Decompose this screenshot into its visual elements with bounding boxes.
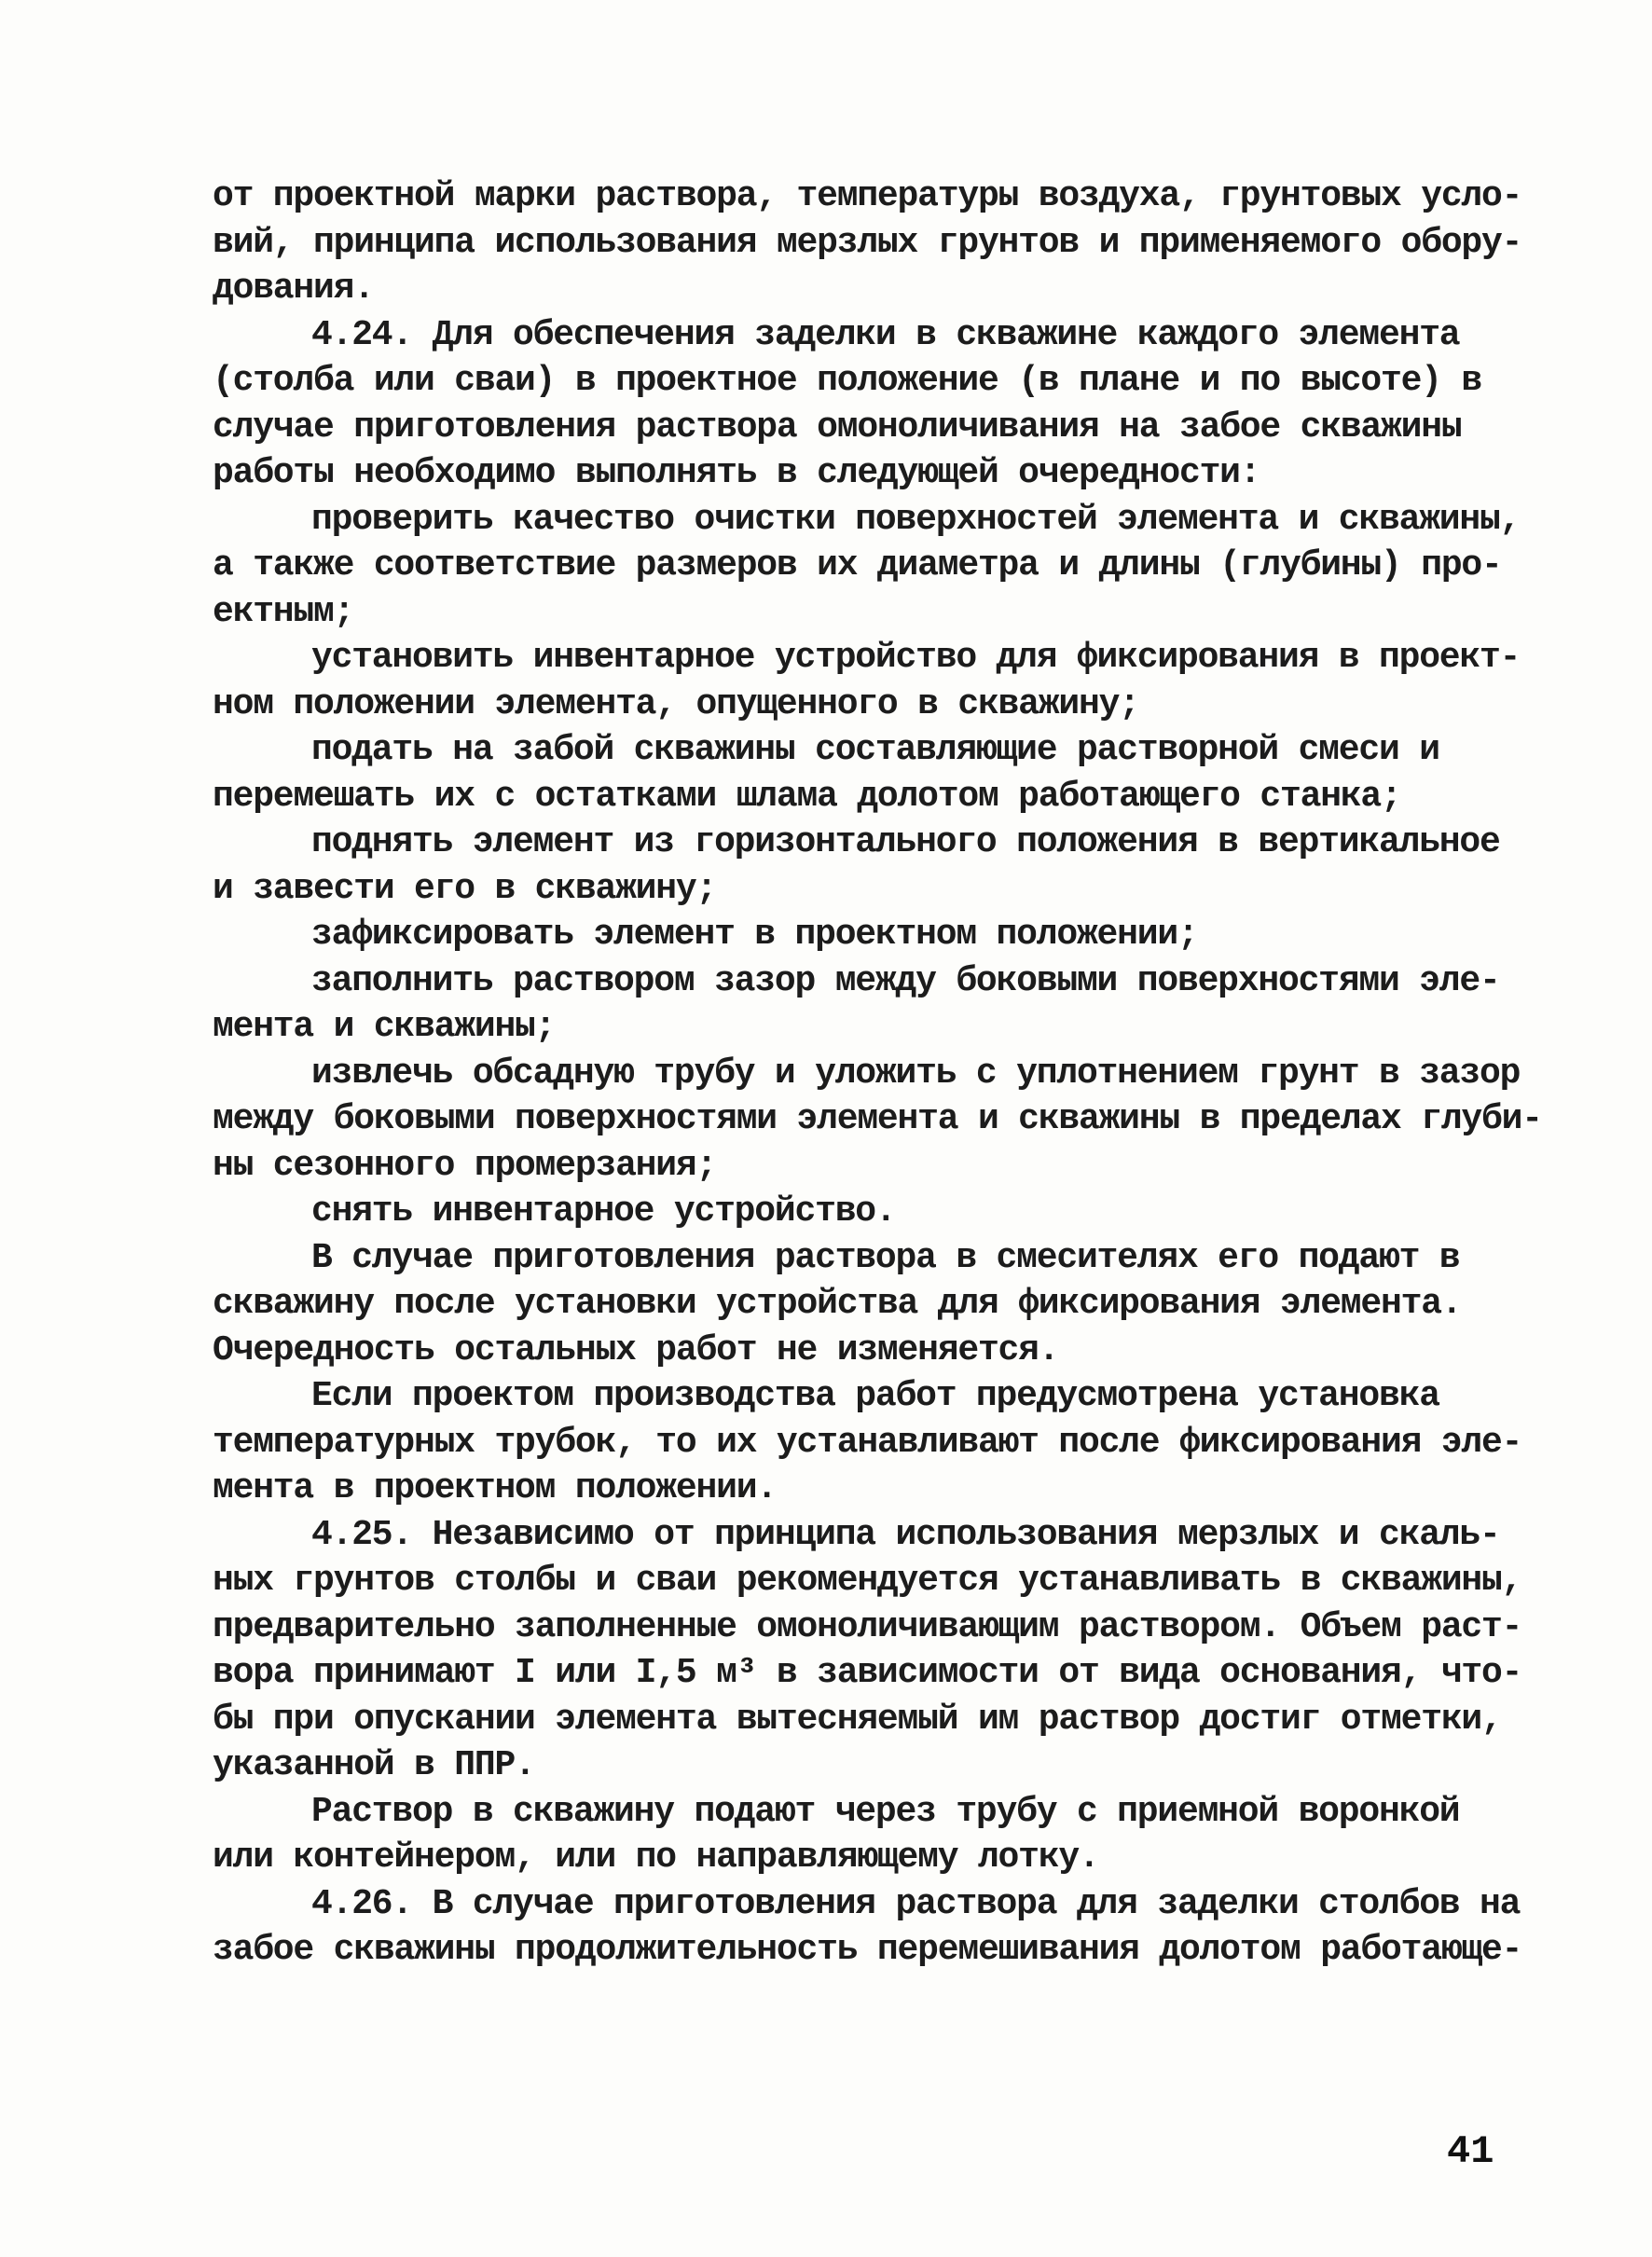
text-line: зафиксировать элемент в проектном положении; (311, 915, 1198, 955)
text-line: а также соответствие размеров их диаметра и длины (глубины) про- (213, 545, 1502, 585)
text-line: мента в проектном положении. (213, 1468, 777, 1508)
text-line: Раствор в скважину подают через трубу с приемной воронкой (311, 1791, 1460, 1832)
text-line: вий, принципа использования мерзлых грунтов и применяемого обору- (213, 222, 1522, 263)
text-line: вора принимают I или I,5 м³ в зависимости от вида основания, что- (213, 1653, 1522, 1693)
text-line: дования. (213, 268, 374, 309)
page-number: 41 (1447, 2129, 1494, 2174)
text-line: извлечь обсадную трубу и уложить с уплотнением грунт в зазор (311, 1053, 1521, 1094)
text-line: проверить качество очистки поверхностей элемента и скважины, (311, 499, 1521, 540)
text-line: мента и скважины; (213, 1007, 556, 1047)
text-line: поднять элемент из горизонтального положения в вертикальное (311, 822, 1500, 862)
text-line: В случае приготовления раствора в смесителях его подают в (311, 1237, 1460, 1278)
text-line: или контейнером, или по направляющему лотку. (213, 1837, 1099, 1878)
text-line: ных грунтов столбы и сваи рекомендуется устанавливать в скважины, (213, 1561, 1522, 1601)
text-line: работы необходимо выполнять в следующей очередности: (213, 453, 1260, 493)
text-line: предварительно заполненные омоноличивающим раствором. Объем раст- (213, 1606, 1522, 1647)
text-line: случае приготовления раствора омоноличивания на забое скважины (213, 406, 1462, 447)
text-line: Очередность остальных работ не изменяется. (213, 1329, 1059, 1370)
text-line: перемешать их с остатками шлама долотом работающего станка; (213, 776, 1401, 817)
text-line: температурных трубок, то их устанавливают после фиксирования эле- (213, 1422, 1522, 1463)
text-line: скважину после установки устройства для фиксирования элемента. (213, 1284, 1462, 1324)
text-line: и завести его в скважину; (213, 868, 717, 909)
text-line: ны сезонного промерзания; (213, 1145, 717, 1186)
text-line: от проектной марки раствора, температуры воздуха, грунтовых усло- (213, 176, 1522, 216)
text-line: Если проектом производства работ предусмотрена установка (311, 1376, 1439, 1416)
text-line: снять инвентарное устройство. (311, 1191, 896, 1232)
text-line: бы при опускании элемента вытесняемый им раствор достиг отметки, (213, 1699, 1502, 1740)
text-line: между боковыми поверхностями элемента и скважины в пределах глуби- (213, 1099, 1542, 1139)
text-line: заполнить раствором зазор между боковыми поверхностями эле- (311, 960, 1500, 1001)
text-line: указанной в ППР. (213, 1745, 535, 1785)
text-line: установить инвентарное устройство для фиксирования в проект- (311, 638, 1521, 678)
text-line: забое скважины продолжительность перемешивания долотом работающе- (213, 1930, 1522, 1970)
text-line: (столба или сваи) в проектное положение (в плане и по высоте) в (213, 361, 1482, 401)
body-text (213, 173, 1542, 1974)
text-line: ном положении элемента, опущенного в скважину; (213, 683, 1139, 724)
text-line: 4.24. Для обеспечения заделки в скважине каждого элемента (311, 314, 1460, 355)
text-line: ектным; (213, 591, 354, 632)
text-line: 4.25. Независимо от принципа использования мерзлых и скаль- (311, 1514, 1500, 1555)
text-line: 4.26. В случае приготовления раствора для заделки столбов на (311, 1883, 1521, 1924)
text-line: подать на забой скважины составляющие растворной смеси и (311, 730, 1439, 770)
